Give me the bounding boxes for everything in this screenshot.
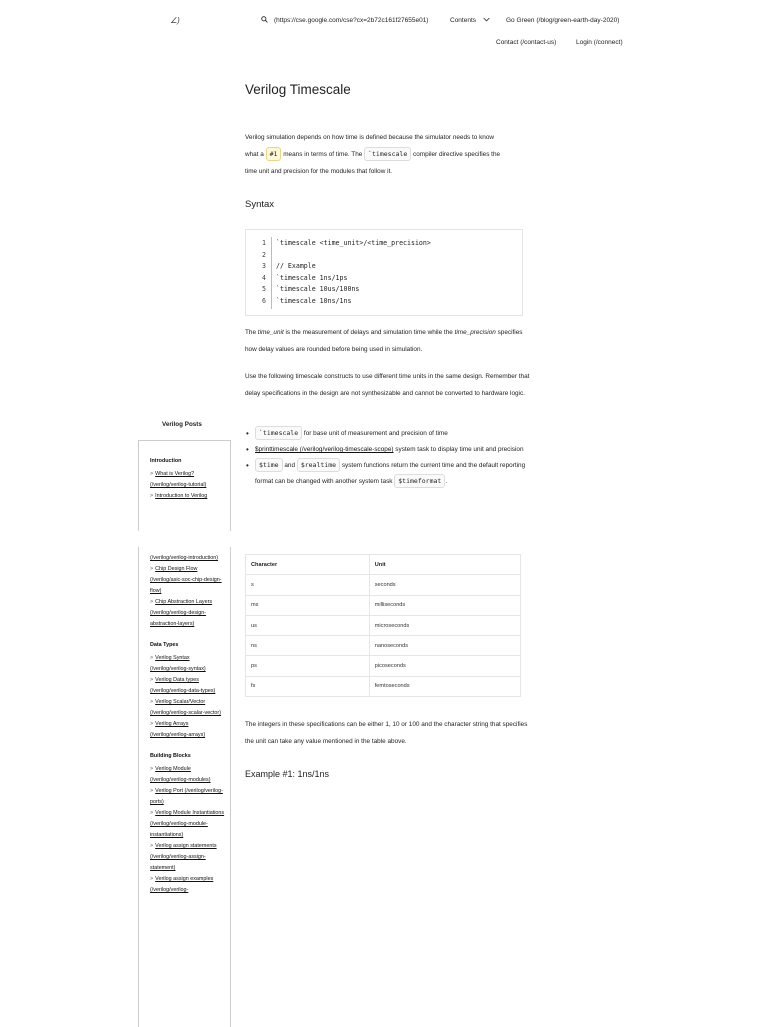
sidebar-item[interactable]	[150, 675, 228, 697]
inline-code-timescale-2: `timescale	[255, 426, 302, 440]
sidebar-item[interactable]	[150, 786, 228, 808]
inline-code-time: $time	[255, 458, 283, 472]
sidebar-item-link[interactable]: Verilog Scalar/Vector (/verilog/verilog-scalar-vector)	[150, 699, 221, 716]
code-line-number: 1	[262, 239, 266, 247]
table-header-row	[246, 555, 521, 575]
time-unit-paragraph	[245, 324, 530, 358]
sidebar-item-link[interactable]: Verilog assign examples (/verilog/verilog-	[150, 876, 214, 893]
table-cell-character: ms	[246, 595, 370, 615]
sidebar-item-link[interactable]: What is Verilog? (/verilog/verilog-tutorial)	[150, 471, 207, 488]
units-table	[245, 554, 521, 697]
inline-code-hash1: #1	[266, 147, 282, 161]
sidebar-item[interactable]	[150, 597, 228, 630]
sidebar-item[interactable]	[150, 564, 228, 597]
constructs-list	[245, 426, 530, 490]
chevron-right-icon: >	[150, 810, 154, 816]
sidebar-item[interactable]	[150, 764, 228, 786]
sidebar-item-link[interactable]: Verilog Arrays (/verilog/verilog-arrays)	[150, 721, 206, 738]
sidebar-box-main	[138, 547, 231, 1027]
code-line-number: 4	[262, 273, 266, 282]
sidebar-item[interactable]	[150, 874, 228, 896]
table-row	[246, 615, 521, 635]
syntax-heading: Syntax	[245, 199, 275, 210]
list-item	[245, 426, 530, 442]
sidebar-section-heading: Data Types	[150, 642, 179, 648]
chevron-right-icon: >	[150, 876, 154, 882]
intro-paragraph	[245, 129, 530, 180]
contents-label: Contents	[450, 17, 477, 25]
chevron-right-icon: >	[150, 599, 154, 605]
chevron-right-icon: >	[150, 788, 154, 794]
table-cell-unit: seconds	[369, 575, 520, 595]
sidebar-section-introduction: Introduction	[150, 458, 182, 464]
sidebar-item[interactable]	[150, 808, 228, 841]
intro-text-2a: what a	[245, 151, 264, 158]
chevron-right-icon: >	[150, 566, 154, 572]
b3-text: system functions return the current time and the default reporting format can be changed with another system task	[255, 462, 526, 485]
chevron-right-icon: >	[150, 721, 154, 727]
table-cell-unit: microseconds	[369, 615, 520, 635]
sidebar-item-link[interactable]: Verilog Data types (/verilog/verilog-data-types)	[150, 677, 216, 694]
sidebar-item-link[interactable]: Verilog Module (/verilog/verilog-modules)	[150, 766, 211, 783]
sidebar-box-top	[138, 440, 231, 531]
table-cell-unit: picoseconds	[369, 656, 520, 676]
sidebar-item[interactable]	[150, 469, 228, 491]
chevron-right-icon: >	[150, 843, 154, 849]
code-line-number: 2	[262, 250, 266, 259]
sidebar-item[interactable]	[150, 653, 228, 675]
sidebar-item-link[interactable]: Verilog Syntax (/verilog/verilog-syntax)	[150, 655, 206, 672]
b3-end: .	[445, 478, 448, 485]
code-line-text: `timescale 10us/100ns	[276, 285, 360, 293]
inline-code-realtime: $realtime	[297, 458, 340, 472]
code-line-text: `timescale 10ns/1ns	[276, 296, 352, 305]
integers-paragraph: The integers in these specifications can be either 1, 10 or 100 and the character string that specifies the unit can take any value mentioned in the table above.	[245, 721, 528, 745]
sidebar-section-heading: Building Blocks	[150, 753, 191, 759]
code-line-text: `timescale 1ns/1ps	[276, 273, 348, 282]
site-logo[interactable]: ∠)	[170, 16, 180, 25]
intro-text-1: Verilog simulation depends on how time is defined because the simulator needs to know	[245, 134, 495, 141]
sidebar-item[interactable]	[150, 719, 228, 741]
list-item	[245, 458, 530, 490]
sidebar-title: Verilog Posts	[162, 421, 202, 428]
intro-text-3: time unit and precision for the modules that follow it.	[245, 168, 393, 175]
chevron-right-icon: >	[150, 766, 154, 772]
code-line-text: // Example	[276, 262, 316, 270]
nav-login[interactable]: Login (/connect)	[576, 39, 623, 46]
p2-text-a: The	[245, 329, 257, 336]
inline-code-timescale: `timescale	[364, 147, 411, 161]
table-header-unit: Unit	[369, 555, 520, 575]
sidebar-link-cont[interactable]	[150, 553, 228, 564]
printtimescale-link[interactable]: $printtimescale (/verilog/verilog-timescale-scope)	[255, 446, 394, 453]
b3-and: and	[284, 462, 296, 469]
constructs-paragraph: Use the following timescale constructs to use different time units in the same design. Remember that delay specifications in the design are not synthesizable and cannot be converted to hardware logic.	[245, 373, 530, 397]
table-cell-unit: femtoseconds	[369, 676, 520, 696]
sidebar-item[interactable]	[150, 841, 228, 874]
code-line-number: 5	[262, 285, 266, 293]
table-cell-character: ns	[246, 636, 370, 656]
page-title: Verilog Timescale	[245, 82, 351, 97]
table-cell-unit: nanoseconds	[369, 636, 520, 656]
table-row	[246, 595, 521, 615]
sidebar-item-link[interactable]: Chip Design Flow (/verilog/asic-soc-chip-design-flow)	[150, 566, 222, 594]
code-line-number: 6	[262, 296, 266, 305]
sidebar-item-link[interactable]: Verilog Port (/verilog/verilog-ports)	[150, 788, 223, 805]
intro-text-2b: means in terms of time. The	[283, 151, 363, 158]
search-icon[interactable]	[261, 16, 268, 25]
p2-text-b: is the measurement of delays and simulation time while the	[285, 329, 453, 336]
sidebar-item-link[interactable]: Chip Abstraction Layers (/verilog/verilog-design-abstraction-layers)	[150, 599, 213, 627]
sidebar-item-link[interactable]: Introduction to Verilog	[155, 493, 208, 499]
code-line-number: 3	[262, 262, 266, 270]
code-block	[245, 229, 523, 316]
intro-text-2c: compiler directive specifies the	[413, 151, 501, 158]
table-row	[246, 676, 521, 696]
chevron-right-icon: >	[150, 677, 154, 683]
nav-go-green[interactable]: Go Green (/blog/green-earth-day-2020)	[506, 17, 620, 24]
p2-text-c: specifies how delay values are rounded before being used in simulation.	[245, 329, 523, 353]
sidebar-item-link[interactable]: Verilog assign statements (/verilog/verilog-assign-statement)	[150, 843, 217, 871]
table-header-character: Character	[246, 555, 370, 575]
chevron-right-icon: >	[150, 471, 154, 477]
sidebar-link-cont-text[interactable]: (/verilog/verilog-introduction)	[150, 555, 219, 561]
table-row	[246, 656, 521, 676]
sidebar-item[interactable]	[150, 697, 228, 719]
table-cell-character: us	[246, 615, 370, 635]
chevron-right-icon: >	[150, 655, 154, 661]
nav-contact[interactable]: Contact (/contact-us)	[496, 39, 557, 46]
table-row	[246, 636, 521, 656]
p2-time-precision: time_precision	[454, 329, 496, 336]
search-link[interactable]: (https://cse.google.com/cse?cx=2b72c161f27655e01)	[274, 17, 429, 24]
code-gutter-divider	[271, 237, 272, 309]
chevron-right-icon: >	[150, 699, 154, 705]
sidebar-item-link[interactable]: Verilog Module Instantiations (/verilog/verilog-module-instantiations)	[150, 810, 225, 838]
p2-time-unit: time_unit	[257, 329, 284, 336]
table-cell-unit: milliseconds	[369, 595, 520, 615]
table-cell-character: s	[246, 575, 370, 595]
sidebar-item[interactable]	[150, 491, 228, 502]
example-heading: Example #1: 1ns/1ns	[245, 769, 330, 779]
code-line-text: `timescale <time_unit>/<time_precision>	[276, 239, 431, 247]
b2-text: system task to display time unit and precision	[395, 446, 524, 453]
chevron-down-icon	[483, 17, 490, 24]
table-cell-character: ps	[246, 656, 370, 676]
table-cell-character: fs	[246, 676, 370, 696]
contents-menu[interactable]	[450, 17, 490, 24]
b1-text: for base unit of measurement and precision of time	[303, 430, 448, 437]
inline-code-timeformat: $timeformat	[394, 474, 445, 488]
table-row	[246, 575, 521, 595]
list-item	[245, 442, 530, 458]
chevron-right-icon: >	[150, 493, 154, 499]
